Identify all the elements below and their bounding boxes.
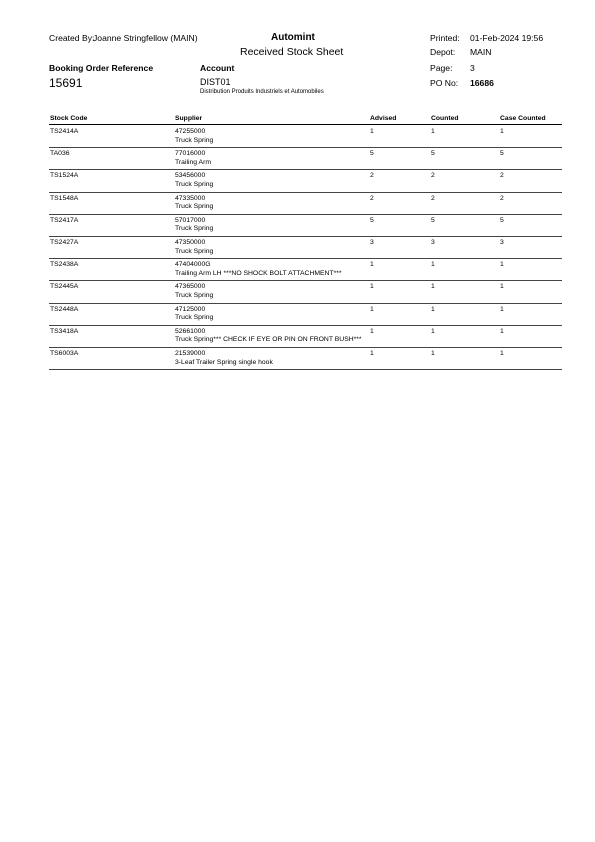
item-description: 3-Leaf Trailer Spring single hook xyxy=(175,358,273,366)
counted-cell: 2 xyxy=(431,194,435,202)
supplier-code: 53456000 xyxy=(175,172,206,180)
stock-code-cell: TS6003A xyxy=(50,350,79,357)
advised-cell: 5 xyxy=(370,216,374,224)
item-description: Truck Spring xyxy=(175,291,214,299)
supplier-cell xyxy=(175,261,342,278)
supplier-code: 21539000 xyxy=(175,350,206,357)
item-description: Truck Spring xyxy=(175,314,214,322)
advised-cell: 3 xyxy=(370,239,374,246)
page-label: Page: xyxy=(430,63,453,73)
supplier-cell xyxy=(175,128,213,145)
stock-code-cell: TS1524A xyxy=(50,172,79,180)
supplier-code: 47335000 xyxy=(175,194,206,202)
supplier-cell xyxy=(175,306,213,323)
supplier-code: 47404000G xyxy=(175,261,211,269)
stock-code-cell: TS2414A xyxy=(50,128,79,135)
table-row xyxy=(49,237,562,260)
stock-code-cell: TS1548A xyxy=(50,194,79,202)
advised-cell: 1 xyxy=(370,261,374,269)
stock-code-cell: TS2448A xyxy=(50,305,79,313)
counted-cell: 1 xyxy=(431,327,435,335)
table-row xyxy=(49,304,562,327)
header-rule xyxy=(49,124,562,125)
supplier-code: 57017000 xyxy=(175,216,206,224)
column-header-case-counted: Case Counted xyxy=(500,115,546,122)
item-description: Truck Spring*** CHECK IF EYE OR PIN ON FRONT BUSH*** xyxy=(175,336,362,344)
item-description: Truck Spring xyxy=(175,225,214,233)
counted-cell: 3 xyxy=(431,239,435,246)
created-by-label: Created By: xyxy=(49,33,95,43)
company-name: Automint xyxy=(271,32,315,43)
supplier-cell xyxy=(175,217,213,234)
supplier-code: 77016000 xyxy=(175,150,206,158)
supplier-cell xyxy=(175,239,213,256)
supplier-code: 47255000 xyxy=(175,128,206,135)
table-row xyxy=(49,215,562,238)
booking-ref-value: 15691 xyxy=(49,76,83,90)
counted-cell: 1 xyxy=(431,128,435,135)
stock-code-cell: TA036 xyxy=(50,150,70,158)
supplier-code: 52661000 xyxy=(175,327,206,335)
advised-cell: 5 xyxy=(370,150,374,158)
item-description: Truck Spring xyxy=(175,136,214,144)
account-label: Account xyxy=(200,63,235,73)
table-row xyxy=(49,126,562,149)
item-description: Truck Spring xyxy=(175,180,214,188)
depot-label: Depot: xyxy=(430,47,456,57)
case-counted-cell: 5 xyxy=(500,216,504,224)
printed-value: 01-Feb-2024 19:56 xyxy=(470,33,544,43)
column-header-stock-code: Stock Code xyxy=(50,115,88,122)
column-header-advised: Advised xyxy=(370,115,397,122)
table-row xyxy=(49,193,562,216)
case-counted-cell: 1 xyxy=(500,350,504,357)
advised-cell: 1 xyxy=(370,327,374,335)
counted-cell: 1 xyxy=(431,305,435,313)
row-divider xyxy=(49,369,562,370)
supplier-cell xyxy=(175,195,213,212)
item-description: Truck Spring xyxy=(175,203,214,211)
item-description: Trailing Arm LH ***NO SHOCK BOLT ATTACHMENT*** xyxy=(175,269,342,277)
account-code: DIST01 xyxy=(200,77,231,87)
supplier-code: 47350000 xyxy=(175,239,206,246)
supplier-cell xyxy=(175,283,213,300)
table-row xyxy=(49,170,562,193)
created-by-value: Joanne Stringfellow (MAIN) xyxy=(93,33,198,43)
printed-label: Printed: xyxy=(430,33,460,43)
case-counted-cell: 2 xyxy=(500,172,504,180)
item-description: Truck Spring xyxy=(175,247,214,255)
table-row xyxy=(49,281,562,304)
account-name: Distribution Produits Industriels et Automobiles xyxy=(200,89,324,95)
table-row xyxy=(49,348,562,371)
case-counted-cell: 1 xyxy=(500,305,504,313)
po-label: PO No: xyxy=(430,78,459,88)
po-number: 16686 xyxy=(470,78,494,88)
advised-cell: 2 xyxy=(370,194,374,202)
counted-cell: 1 xyxy=(431,283,435,291)
table-row xyxy=(49,326,562,349)
case-counted-cell: 1 xyxy=(500,261,504,269)
stock-code-cell: TS2427A xyxy=(50,239,79,246)
stock-code-cell: TS3418A xyxy=(50,327,79,335)
counted-cell: 1 xyxy=(431,350,435,357)
stock-code-cell: TS2417A xyxy=(50,216,79,224)
advised-cell: 2 xyxy=(370,172,374,180)
stock-code-cell: TS2438A xyxy=(50,261,79,269)
document-title: Received Stock Sheet xyxy=(240,46,344,58)
case-counted-cell: 1 xyxy=(500,283,504,291)
stock-code-cell: TS2445A xyxy=(50,283,79,291)
advised-cell: 1 xyxy=(370,283,374,291)
depot-value: MAIN xyxy=(470,47,492,57)
advised-cell: 1 xyxy=(370,350,374,357)
supplier-code: 47365000 xyxy=(175,283,206,291)
supplier-cell xyxy=(175,172,213,189)
counted-cell: 2 xyxy=(431,172,435,180)
advised-cell: 1 xyxy=(370,305,374,313)
table-row xyxy=(49,148,562,171)
case-counted-cell: 2 xyxy=(500,194,504,202)
supplier-code: 47125000 xyxy=(175,305,206,313)
case-counted-cell: 1 xyxy=(500,327,504,335)
item-description: Trailing Arm xyxy=(175,158,212,166)
column-header-counted: Counted xyxy=(431,115,459,122)
case-counted-cell: 1 xyxy=(500,128,504,135)
supplier-cell xyxy=(175,350,273,367)
supplier-cell xyxy=(175,328,362,345)
case-counted-cell: 3 xyxy=(500,239,504,246)
advised-cell: 1 xyxy=(370,128,374,135)
booking-ref-label: Booking Order Reference xyxy=(49,63,154,73)
supplier-cell xyxy=(175,150,211,167)
column-header-supplier: Supplier xyxy=(175,115,203,122)
page-number: 3 xyxy=(470,63,475,73)
counted-cell: 5 xyxy=(431,150,435,158)
case-counted-cell: 5 xyxy=(500,150,504,158)
table-row xyxy=(49,259,562,282)
counted-cell: 1 xyxy=(431,261,435,269)
counted-cell: 5 xyxy=(431,216,435,224)
